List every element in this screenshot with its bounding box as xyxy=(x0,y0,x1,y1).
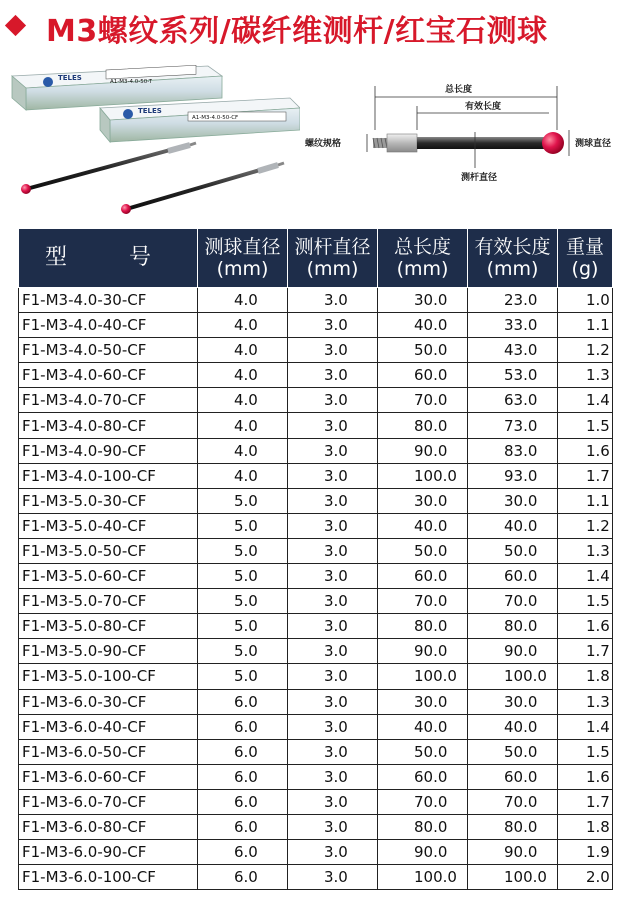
stem-diameter-cell: 3.0 xyxy=(288,288,378,313)
total-length-cell: 70.0 xyxy=(378,789,468,814)
model-cell: F1-M3-5.0-70-CF xyxy=(19,589,198,614)
ball-diameter-cell: 5.0 xyxy=(198,538,288,563)
ball-diameter-cell: 6.0 xyxy=(198,814,288,839)
model-cell: F1-M3-5.0-60-CF xyxy=(19,564,198,589)
total-length-cell: 40.0 xyxy=(378,513,468,538)
effective-length-cell: 40.0 xyxy=(468,714,558,739)
model-cell: F1-M3-4.0-50-CF xyxy=(19,338,198,363)
stem-diameter-cell: 3.0 xyxy=(288,764,378,789)
effective-length-cell: 73.0 xyxy=(468,413,558,438)
stem-diameter-cell: 3.0 xyxy=(288,363,378,388)
model-cell: F1-M3-5.0-90-CF xyxy=(19,639,198,664)
model-cell: F1-M3-4.0-30-CF xyxy=(19,288,198,313)
stem-diameter-cell: 3.0 xyxy=(288,438,378,463)
total-length-cell: 70.0 xyxy=(378,388,468,413)
effective-length-cell: 70.0 xyxy=(468,789,558,814)
weight-cell: 1.0 xyxy=(558,288,613,313)
effective-length-cell: 60.0 xyxy=(468,564,558,589)
col-header-model: 型 号 xyxy=(19,229,198,288)
total-length-cell: 60.0 xyxy=(378,764,468,789)
effective-length-cell: 80.0 xyxy=(468,614,558,639)
ball-diameter-cell: 4.0 xyxy=(198,363,288,388)
table-row xyxy=(19,865,613,890)
model-cell: F1-M3-5.0-30-CF xyxy=(19,488,198,513)
stem-diameter-cell: 3.0 xyxy=(288,789,378,814)
effective-length-cell: 100.0 xyxy=(468,865,558,890)
model-cell: F1-M3-6.0-70-CF xyxy=(19,789,198,814)
ball-diameter-cell: 5.0 xyxy=(198,513,288,538)
brand-logo-front: TELES xyxy=(138,107,162,115)
total-length-cell: 50.0 xyxy=(378,739,468,764)
weight-cell: 1.7 xyxy=(558,463,613,488)
stem-diameter-cell: 3.0 xyxy=(288,513,378,538)
model-cell: F1-M3-4.0-70-CF xyxy=(19,388,198,413)
ball-diameter-cell: 4.0 xyxy=(198,413,288,438)
weight-cell: 1.7 xyxy=(558,789,613,814)
total-length-cell: 30.0 xyxy=(378,689,468,714)
stem-diameter-cell: 3.0 xyxy=(288,463,378,488)
diamond-bullet-icon xyxy=(5,15,26,36)
table-row xyxy=(19,614,613,639)
ball-diameter-cell: 5.0 xyxy=(198,488,288,513)
table-row xyxy=(19,538,613,563)
probe-drawing xyxy=(373,132,564,154)
total-length-cell: 40.0 xyxy=(378,313,468,338)
ball-diameter-cell: 6.0 xyxy=(198,865,288,890)
table-row xyxy=(19,388,613,413)
weight-cell: 1.3 xyxy=(558,538,613,563)
ball-diameter-cell: 6.0 xyxy=(198,714,288,739)
table-row xyxy=(19,413,613,438)
spec-table xyxy=(18,228,613,890)
model-cell: F1-M3-6.0-30-CF xyxy=(19,689,198,714)
model-cell: F1-M3-6.0-50-CF xyxy=(19,739,198,764)
effective-length-cell: 33.0 xyxy=(468,313,558,338)
weight-cell: 1.3 xyxy=(558,363,613,388)
table-row xyxy=(19,814,613,839)
effective-length-cell: 80.0 xyxy=(468,814,558,839)
effective-length-cell: 90.0 xyxy=(468,639,558,664)
page-title: M3螺纹系列/碳纤维测杆/红宝石测球 xyxy=(46,14,548,49)
effective-length-cell: 100.0 xyxy=(468,664,558,689)
stem-diameter-cell: 3.0 xyxy=(288,413,378,438)
ball-diameter-label: 测球直径 xyxy=(575,139,612,149)
weight-cell: 1.4 xyxy=(558,564,613,589)
weight-cell: 1.8 xyxy=(558,814,613,839)
effective-length-cell: 40.0 xyxy=(468,513,558,538)
weight-cell: 1.9 xyxy=(558,840,613,865)
table-row xyxy=(19,664,613,689)
model-cell: F1-M3-6.0-90-CF xyxy=(19,840,198,865)
total-length-cell: 50.0 xyxy=(378,338,468,363)
table-row xyxy=(19,338,613,363)
total-length-cell: 100.0 xyxy=(378,865,468,890)
stem-diameter-cell: 3.0 xyxy=(288,589,378,614)
total-length-cell: 100.0 xyxy=(378,463,468,488)
table-row xyxy=(19,363,613,388)
weight-cell: 1.5 xyxy=(558,413,613,438)
total-length-cell: 70.0 xyxy=(378,589,468,614)
total-length-cell: 90.0 xyxy=(378,840,468,865)
model-cell: F1-M3-6.0-40-CF xyxy=(19,714,198,739)
ball-diameter-cell: 5.0 xyxy=(198,664,288,689)
model-cell: F1-M3-6.0-80-CF xyxy=(19,814,198,839)
ball-diameter-cell: 6.0 xyxy=(198,689,288,714)
weight-cell: 1.8 xyxy=(558,664,613,689)
total-length-cell: 30.0 xyxy=(378,488,468,513)
total-length-cell: 60.0 xyxy=(378,564,468,589)
effective-length-cell: 60.0 xyxy=(468,764,558,789)
total-length-cell: 90.0 xyxy=(378,438,468,463)
total-length-cell: 90.0 xyxy=(378,639,468,664)
probe-box-front xyxy=(100,98,300,142)
dimension-diagram xyxy=(305,80,625,210)
table-row xyxy=(19,714,613,739)
table-row xyxy=(19,463,613,488)
effective-length-cell: 50.0 xyxy=(468,739,558,764)
weight-cell: 1.6 xyxy=(558,614,613,639)
weight-cell: 1.4 xyxy=(558,388,613,413)
model-cell: F1-M3-6.0-100-CF xyxy=(19,865,198,890)
box-label-back: A1-M3-4.0-50-T xyxy=(110,79,153,85)
weight-cell: 2.0 xyxy=(558,865,613,890)
model-cell: F1-M3-5.0-40-CF xyxy=(19,513,198,538)
weight-cell: 1.2 xyxy=(558,338,613,363)
table-row xyxy=(19,438,613,463)
ball-diameter-cell: 4.0 xyxy=(198,388,288,413)
effective-length-cell: 83.0 xyxy=(468,438,558,463)
brand-logo: TELES xyxy=(58,74,82,82)
effective-length-cell: 93.0 xyxy=(468,463,558,488)
col-header-ball-diameter: 测球直径(mm) xyxy=(198,229,288,288)
weight-cell: 1.1 xyxy=(558,488,613,513)
table-row xyxy=(19,589,613,614)
effective-length-label: 有效长度 xyxy=(465,102,502,112)
stem-diameter-cell: 3.0 xyxy=(288,664,378,689)
spec-table-body xyxy=(19,288,613,890)
ball-diameter-cell: 4.0 xyxy=(198,438,288,463)
stylus-probe-1 xyxy=(21,143,196,194)
table-row xyxy=(19,739,613,764)
total-length-cell: 80.0 xyxy=(378,814,468,839)
total-length-cell: 80.0 xyxy=(378,413,468,438)
model-cell: F1-M3-4.0-60-CF xyxy=(19,363,198,388)
ball-diameter-cell: 5.0 xyxy=(198,614,288,639)
model-cell: F1-M3-4.0-90-CF xyxy=(19,438,198,463)
stem-diameter-cell: 3.0 xyxy=(288,488,378,513)
total-length-cell: 80.0 xyxy=(378,614,468,639)
stylus-probe-2 xyxy=(121,163,284,214)
stem-diameter-cell: 3.0 xyxy=(288,865,378,890)
col-header-total-length: 总长度(mm) xyxy=(378,229,468,288)
stem-diameter-cell: 3.0 xyxy=(288,814,378,839)
stem-diameter-cell: 3.0 xyxy=(288,639,378,664)
stem-diameter-cell: 3.0 xyxy=(288,689,378,714)
stem-diameter-cell: 3.0 xyxy=(288,714,378,739)
model-cell: F1-M3-4.0-40-CF xyxy=(19,313,198,338)
col-header-effective-length: 有效长度(mm) xyxy=(468,229,558,288)
ball-diameter-cell: 6.0 xyxy=(198,840,288,865)
table-row xyxy=(19,288,613,313)
col-header-stem-diameter: 测杆直径(mm) xyxy=(288,229,378,288)
ball-diameter-cell: 4.0 xyxy=(198,288,288,313)
total-length-cell: 50.0 xyxy=(378,538,468,563)
effective-length-cell: 90.0 xyxy=(468,840,558,865)
stem-diameter-cell: 3.0 xyxy=(288,538,378,563)
effective-length-cell: 23.0 xyxy=(468,288,558,313)
effective-length-cell: 53.0 xyxy=(468,363,558,388)
model-cell: F1-M3-5.0-100-CF xyxy=(19,664,198,689)
ball-diameter-cell: 4.0 xyxy=(198,338,288,363)
stem-diameter-cell: 3.0 xyxy=(288,338,378,363)
table-row xyxy=(19,840,613,865)
table-header-row xyxy=(19,229,613,288)
ball-diameter-cell: 5.0 xyxy=(198,564,288,589)
total-length-cell: 100.0 xyxy=(378,664,468,689)
weight-cell: 1.2 xyxy=(558,513,613,538)
weight-cell: 1.3 xyxy=(558,689,613,714)
ball-diameter-cell: 4.0 xyxy=(198,463,288,488)
stem-diameter-cell: 3.0 xyxy=(288,614,378,639)
effective-length-cell: 30.0 xyxy=(468,689,558,714)
ball-diameter-cell: 4.0 xyxy=(198,313,288,338)
ball-diameter-cell: 6.0 xyxy=(198,764,288,789)
table-row xyxy=(19,564,613,589)
page-header xyxy=(0,0,630,58)
total-length-cell: 30.0 xyxy=(378,288,468,313)
model-cell: F1-M3-5.0-80-CF xyxy=(19,614,198,639)
box-label-front: A1-M3-4.0-50-CF xyxy=(192,115,239,121)
product-photo xyxy=(10,58,300,218)
effective-length-cell: 30.0 xyxy=(468,488,558,513)
table-row xyxy=(19,764,613,789)
table-row xyxy=(19,789,613,814)
ball-diameter-cell: 6.0 xyxy=(198,739,288,764)
table-row xyxy=(19,513,613,538)
table-row xyxy=(19,639,613,664)
weight-cell: 1.5 xyxy=(558,739,613,764)
weight-cell: 1.7 xyxy=(558,639,613,664)
thread-spec-label: 螺纹规格 xyxy=(305,139,342,149)
effective-length-cell: 63.0 xyxy=(468,388,558,413)
model-cell: F1-M3-6.0-60-CF xyxy=(19,764,198,789)
stem-diameter-label: 测杆直径 xyxy=(461,173,498,183)
weight-cell: 1.4 xyxy=(558,714,613,739)
weight-cell: 1.5 xyxy=(558,589,613,614)
model-cell: F1-M3-5.0-50-CF xyxy=(19,538,198,563)
effective-length-cell: 50.0 xyxy=(468,538,558,563)
model-cell: F1-M3-4.0-80-CF xyxy=(19,413,198,438)
total-length-label: 总长度 xyxy=(445,85,473,95)
effective-length-cell: 43.0 xyxy=(468,338,558,363)
model-cell: F1-M3-4.0-100-CF xyxy=(19,463,198,488)
total-length-cell: 40.0 xyxy=(378,714,468,739)
ball-diameter-cell: 5.0 xyxy=(198,639,288,664)
weight-cell: 1.6 xyxy=(558,764,613,789)
total-length-cell: 60.0 xyxy=(378,363,468,388)
ball-diameter-cell: 6.0 xyxy=(198,789,288,814)
col-header-weight: 重量(g) xyxy=(558,229,613,288)
effective-length-cell: 70.0 xyxy=(468,589,558,614)
table-row xyxy=(19,488,613,513)
table-row xyxy=(19,313,613,338)
stem-diameter-cell: 3.0 xyxy=(288,840,378,865)
weight-cell: 1.1 xyxy=(558,313,613,338)
table-row xyxy=(19,689,613,714)
weight-cell: 1.6 xyxy=(558,438,613,463)
stem-diameter-cell: 3.0 xyxy=(288,388,378,413)
stem-diameter-cell: 3.0 xyxy=(288,564,378,589)
stem-diameter-cell: 3.0 xyxy=(288,313,378,338)
stem-diameter-cell: 3.0 xyxy=(288,739,378,764)
ball-diameter-cell: 5.0 xyxy=(198,589,288,614)
